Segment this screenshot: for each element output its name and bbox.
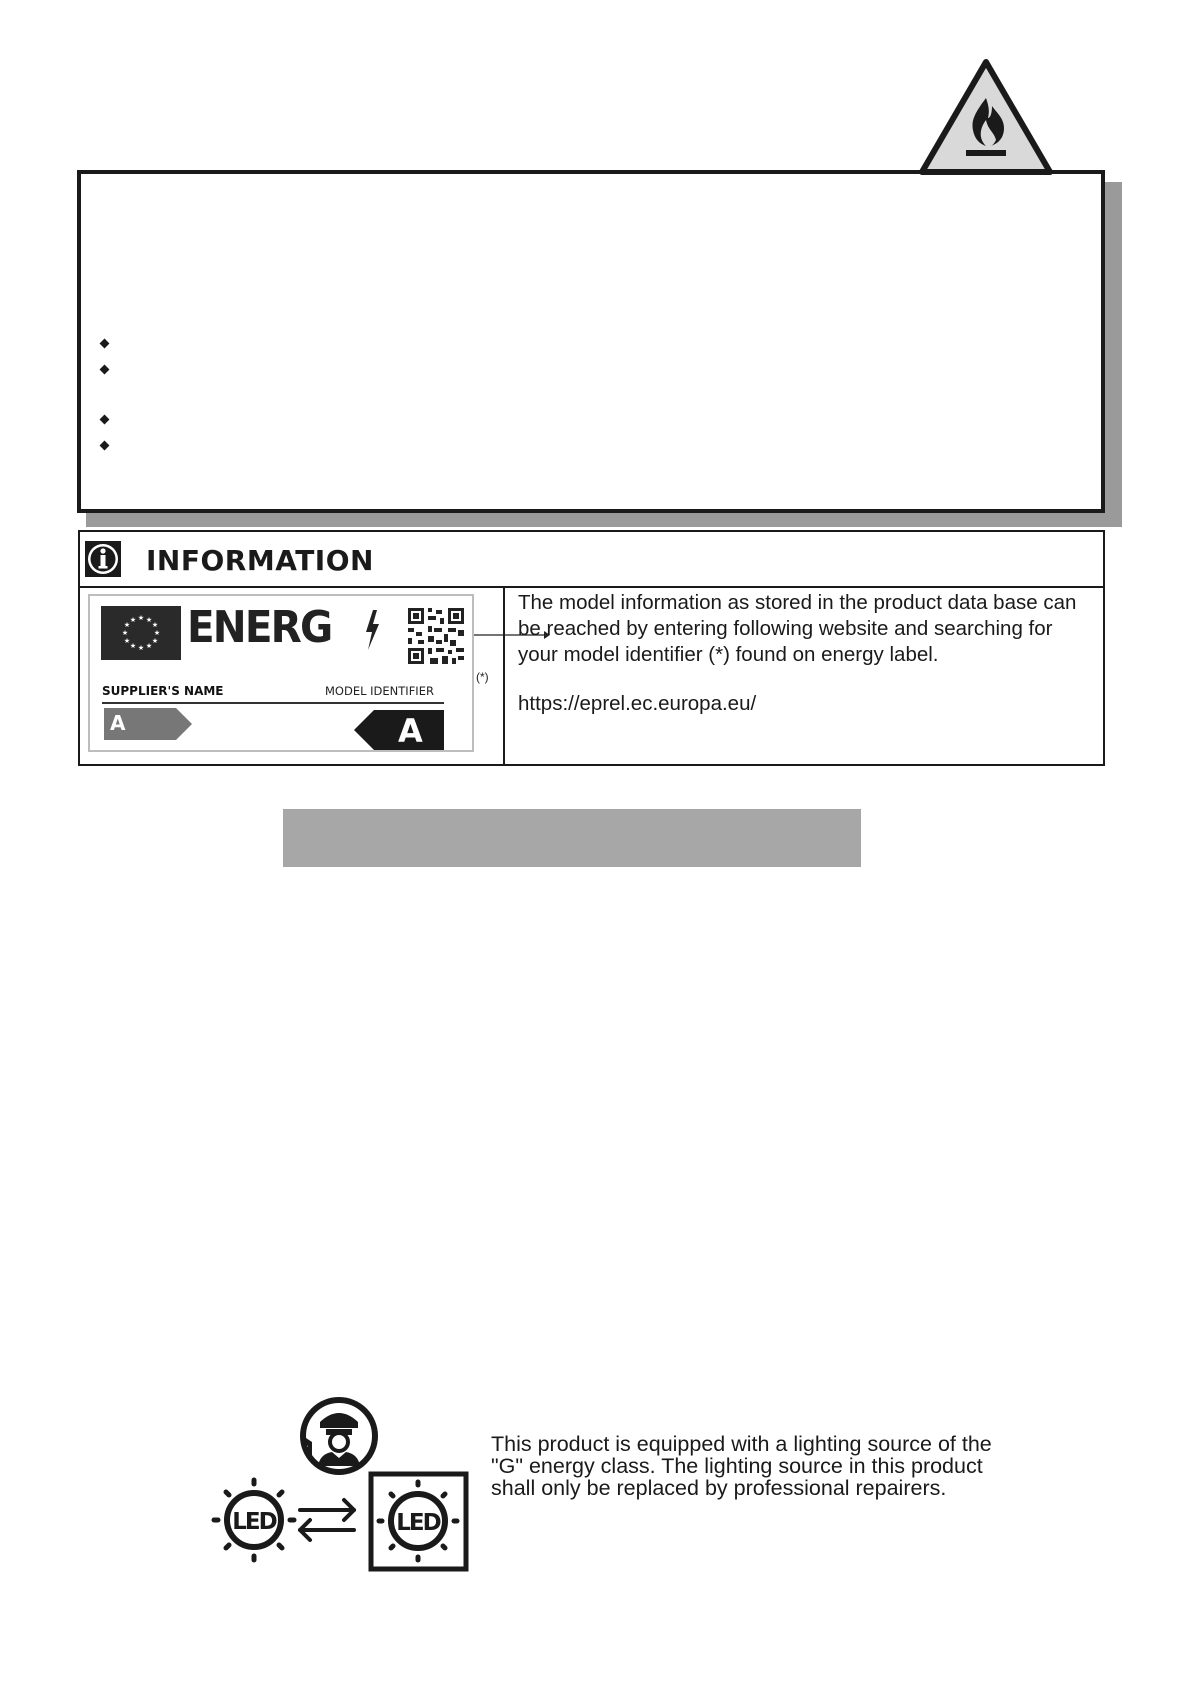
class-arrow-right <box>354 710 444 750</box>
asterisk-note: (*) <box>476 670 489 684</box>
led-icon-left <box>214 1480 294 1560</box>
svg-text:★: ★ <box>151 621 159 629</box>
energy-label <box>88 594 474 752</box>
model-identifier: MODEL IDENTIFIER <box>325 684 434 698</box>
information-title: INFORMATION <box>146 544 374 577</box>
svg-text:★: ★ <box>129 616 137 624</box>
label-divider <box>102 702 444 704</box>
led-replacement-graphic <box>208 1396 490 1572</box>
supplier-name: SUPPLIER'S NAME <box>102 684 224 698</box>
svg-text:★: ★ <box>123 621 131 629</box>
flammable-warning-icon <box>918 58 1054 176</box>
svg-text:★: ★ <box>153 629 161 637</box>
warning-box <box>77 170 1105 513</box>
svg-text:LED: LED <box>396 1510 440 1536</box>
svg-text:★: ★ <box>145 642 153 650</box>
svg-text:★: ★ <box>137 614 145 622</box>
lightning-icon <box>364 610 380 650</box>
information-text: The model information as stored in the product data base can be reached by entering following website and searching for your model identifier (*) found on energy label. <box>518 591 1077 666</box>
grey-heading-bar <box>283 809 861 867</box>
lighting-text: This product is equipped with a lighting source of the "G" energy class. The lighting source in this product shall only be replaced by professional repairers. <box>491 1432 992 1500</box>
energy-brand: ENERG <box>187 602 332 653</box>
svg-text:LED: LED <box>232 1509 276 1535</box>
information-divider <box>503 588 505 764</box>
svg-text:★: ★ <box>151 637 159 645</box>
led-icon-right <box>371 1474 466 1569</box>
bullet-3 <box>100 415 110 425</box>
svg-text:★: ★ <box>123 637 131 645</box>
svg-text:★: ★ <box>129 642 137 650</box>
information-panel <box>78 530 1105 766</box>
class-left-letter: A <box>110 711 126 735</box>
eu-flag-icon <box>101 606 181 660</box>
info-icon <box>84 540 122 578</box>
information-header <box>80 532 1103 588</box>
class-right-letter: A <box>398 712 423 750</box>
class-arrow-left <box>104 708 194 740</box>
eprel-url: https://eprel.ec.europa.eu/ <box>518 692 757 715</box>
bullet-4 <box>100 441 110 451</box>
repairer-icon <box>303 1400 375 1472</box>
svg-text:★: ★ <box>137 644 145 652</box>
swap-arrows-icon <box>300 1500 354 1540</box>
bullet-2 <box>100 365 110 375</box>
svg-text:★: ★ <box>145 616 153 624</box>
bullet-1 <box>100 339 110 349</box>
svg-text:★: ★ <box>121 629 129 637</box>
qr-code-icon <box>408 608 464 664</box>
